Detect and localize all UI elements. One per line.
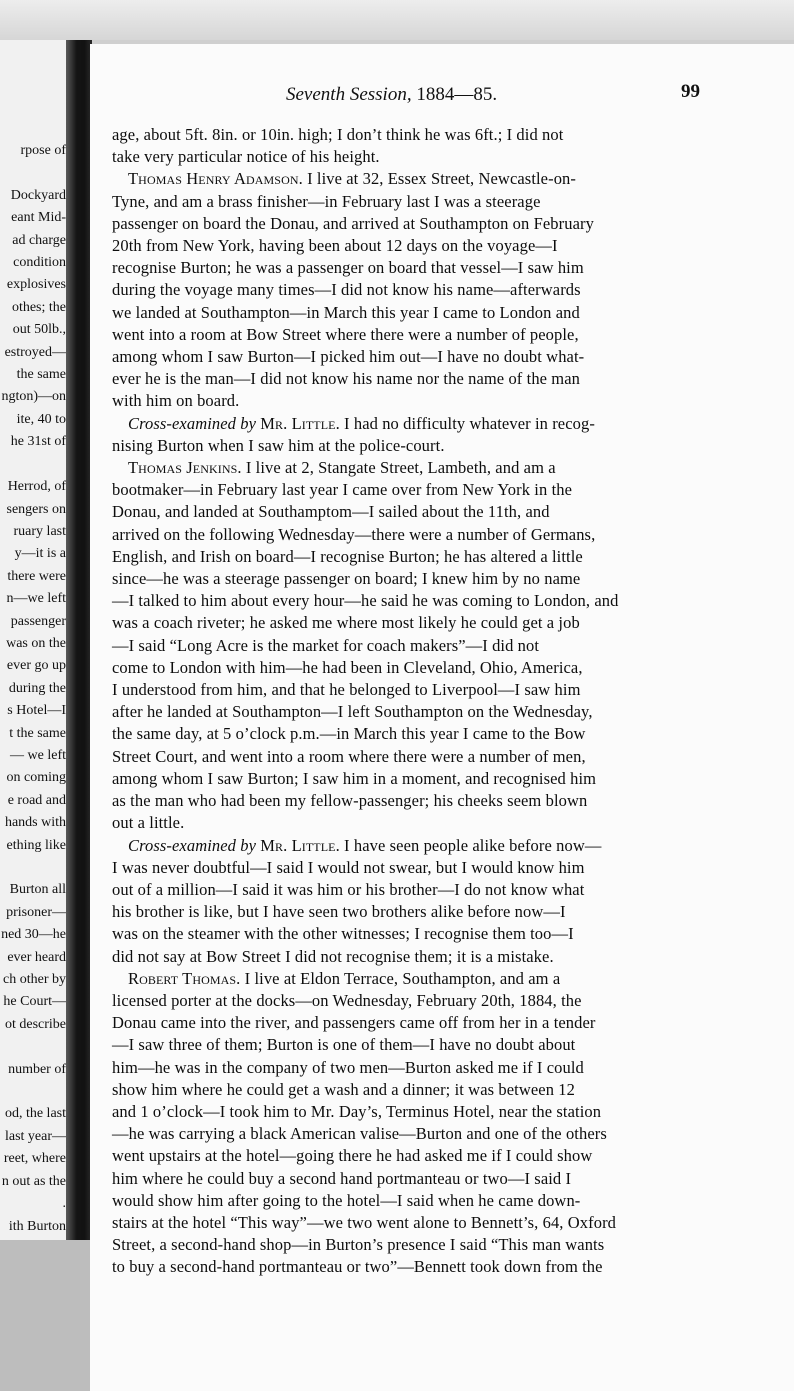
facing-page-line: y—it is a — [14, 546, 66, 562]
facing-page-line: prisoner— — [6, 904, 66, 920]
text-line: was on the steamer with the other witnesses; I recognise them too—I — [112, 924, 574, 944]
text-line: among whom I saw Burton—I picked him out—I have no doubt what- — [112, 347, 585, 367]
facing-page-line: last year— — [4, 1128, 66, 1144]
running-head-years: 1884—85. — [416, 84, 498, 105]
text-line: would show him after going to the hotel—I said when he came down- — [112, 1190, 581, 1210]
text-line: recognise Burton; he was a passenger on board that vessel—I saw him — [112, 258, 584, 278]
facing-page-line: passenger — [10, 613, 66, 629]
facing-page-line: ething like — [6, 837, 66, 853]
facing-page-line: he 31st of — [10, 434, 66, 450]
facing-page-line: ith Burton — [8, 1218, 66, 1234]
facing-page-line: n out as the — [1, 1173, 66, 1189]
facing-page-line: the same — [16, 367, 66, 383]
facing-page-line — [0, 1036, 66, 1058]
facing-page-line: ot describe — [4, 1016, 66, 1032]
facing-page-line — [0, 1081, 66, 1103]
book-gutter — [66, 40, 92, 1250]
facing-page-line: there were — [7, 568, 66, 584]
facing-page-line: sengers on — [6, 501, 66, 517]
facing-page-line: he Court— — [3, 994, 66, 1010]
facing-page-line: ever heard — [7, 949, 66, 965]
facing-page-line: Herrod, of — [7, 479, 66, 495]
text-line: with him on board. — [112, 391, 240, 411]
page-99 — [90, 44, 794, 1391]
text-line: —I said “Long Acre is the market for coach makers”—I did not — [112, 635, 540, 655]
text-line: after he landed at Southampton—I left Southampton on the Wednesday, — [112, 702, 593, 722]
text-line: since—he was a steerage passenger on board; I knew him by no name — [112, 569, 581, 589]
text-span: I live at Eldon Terrace, Southampton, and am a — [240, 968, 561, 988]
text-line: him—he was in the company of two men—Burton asked me if I could — [112, 1057, 584, 1077]
facing-page-line: Dockyard — [10, 187, 66, 203]
text-line: Street, a second-hand shop—in Burton’s presence I said “This man wants — [112, 1235, 605, 1255]
facing-page-line: ever go up — [6, 658, 66, 674]
facing-page-line: ite, 40 to — [16, 411, 66, 427]
text-line: to buy a second-hand portmanteau or two”—Bennett took down from the — [112, 1257, 603, 1277]
text-line: English, and Irish on board—I recognise Burton; he has altered a little — [112, 546, 583, 566]
facing-page-line: out 50lb., — [12, 322, 66, 338]
witness-thomas-paragraph-start — [112, 968, 702, 990]
facing-page-line: othes; the — [11, 299, 66, 315]
facing-page-line: hands with — [4, 815, 66, 831]
witness-name: Robert Thomas. — [128, 968, 241, 988]
facing-page-line: ad charge — [12, 232, 66, 248]
facing-page-line: n—we left — [6, 591, 66, 607]
page-number: 99 — [681, 81, 700, 102]
text-line: during the voyage many times—I did not know his name—afterwards — [112, 280, 581, 300]
text-line: —I talked to him about every hour—he said he was coming to London, and — [112, 591, 619, 611]
text-line: and 1 o’clock—I took him to Mr. Day’s, Terminus Hotel, near the station — [112, 1101, 602, 1121]
cross-examination-start — [112, 835, 702, 857]
text-line: as the man who had been my fellow-passenger; his cheeks seem blown — [112, 791, 588, 811]
cross-examination-start — [112, 413, 702, 435]
facing-page-line — [0, 162, 66, 184]
running-head — [286, 84, 497, 106]
text-line: Tyne, and am a brass finisher—in February last I was a steerage — [112, 191, 541, 211]
text-line: out a little. — [112, 813, 185, 833]
facing-page-lines — [0, 140, 66, 1283]
text-line: show him where he could get a wash and a dinner; it was between 12 — [112, 1079, 575, 1099]
text-line: take very particular notice of his height. — [112, 147, 380, 167]
facing-page-line: od, the last — [4, 1106, 66, 1122]
text-line: nising Burton when I saw him at the police-court. — [112, 435, 445, 455]
text-line: come to London with him—he had been in Cleveland, Ohio, America, — [112, 657, 583, 677]
text-line: we landed at Southampton—in March this year I came to London and — [112, 302, 580, 322]
text-line: stairs at the hotel “This way”—we two went alone to Bennett’s, 64, Oxford — [112, 1212, 617, 1232]
text-span: I had no difficulty whatever in recog- — [339, 413, 595, 433]
facing-page-line: t the same — [9, 725, 66, 741]
text-line: was a coach riveter; he asked me where most likely he could get a job — [112, 613, 580, 633]
text-line: I was never doubtful—I said I would not swear, but I would know him — [112, 857, 585, 877]
text-line: licensed porter at the docks—on Wednesday, February 20th, 1884, the — [112, 990, 582, 1010]
facing-page-line: rpose of — [20, 143, 66, 158]
facing-page-line: condition — [13, 255, 66, 271]
cross-examined-label: Cross-examined by — [128, 413, 257, 433]
facing-page-line — [0, 454, 66, 476]
text-line: him where he could buy a second hand portmanteau or two—I said I — [112, 1168, 572, 1188]
transcript-body — [112, 124, 702, 1279]
facing-page-line: estroyed— — [4, 344, 66, 360]
text-line: did not say at Bow Street I did not recognise them; it is a mistake. — [112, 946, 554, 966]
text-line: Donau came into the river, and passengers came off from her in a tender — [112, 1013, 596, 1033]
scan-top-margin — [0, 0, 794, 40]
text-line: his brother is like, but I have seen two brothers alike before now—I — [112, 902, 566, 922]
text-line: Street Court, and went into a room where there were a number of men, — [112, 746, 586, 766]
facing-page-line: number of — [8, 1061, 66, 1077]
facing-page-line: Burton all — [9, 882, 66, 898]
text-span: I live at 32, Essex Street, Newcastle-on- — [302, 169, 576, 189]
facing-page-line: ned 30—he — [1, 927, 66, 943]
facing-page-line: ruary last — [13, 523, 66, 539]
text-line: age, about 5ft. 8in. or 10in. high; I don’t think he was 6ft.; I did not — [112, 125, 564, 144]
facing-page-line: . — [62, 1196, 66, 1212]
text-line: went upstairs at the hotel—going there he had asked me if I could show — [112, 1146, 593, 1166]
facing-page-line: e road and — [7, 792, 66, 808]
text-line: passenger on board the Donau, and arrived at Southampton on February — [112, 213, 594, 233]
text-line: out of a million—I said it was him or his brother—I do not know what — [112, 879, 585, 899]
witness-adamson-paragraph-start — [112, 168, 702, 190]
witness-name: Thomas Henry Adamson. — [128, 169, 303, 189]
text-line: bootmaker—in February last year I came over from New York in the — [112, 480, 573, 500]
facing-page-line: reet, where — [3, 1151, 66, 1167]
cross-examined-label: Cross-examined by — [128, 835, 257, 855]
witness-jenkins-paragraph-start — [112, 457, 702, 479]
facing-page-line: on coming — [6, 770, 66, 786]
text-line: —he was carrying a black American valise—Burton and one of the others — [112, 1124, 607, 1144]
running-head-title: Seventh Session, — [286, 84, 412, 105]
counsel-name: Mr. Little. — [256, 835, 340, 855]
facing-page-line — [0, 857, 66, 879]
text-line: 20th from New York, having been about 12 days on the voyage—I — [112, 236, 558, 256]
facing-page-fragment — [0, 40, 68, 1240]
facing-page-line: ngton)—on — [1, 389, 66, 405]
facing-page-line: was on the — [6, 635, 66, 651]
text-line: Donau, and landed at Southamptom—I sailed about the 11th, and — [112, 502, 550, 522]
facing-page-line: s Hotel—I — [7, 703, 66, 719]
text-line: —I saw three of them; Burton is one of them—I have no doubt about — [112, 1035, 576, 1055]
text-line: arrived on the following Wednesday—there were a number of Germans, — [112, 524, 596, 544]
facing-page-line: — we left — [10, 747, 66, 763]
text-line: ever he is the man—I did not know his name nor the name of the man — [112, 369, 581, 389]
scan-bottom-margin — [0, 1240, 90, 1391]
page-header — [90, 81, 794, 114]
counsel-name: Mr. Little. — [256, 413, 340, 433]
facing-page-line: during the — [8, 680, 66, 696]
text-line: I understood from him, and that he belonged to Liverpool—I saw him — [112, 680, 581, 700]
text-line: among whom I saw Burton; I saw him in a moment, and recognised him — [112, 768, 597, 788]
text-line: the same day, at 5 o’clock p.m.—in March this year I came to the Bow — [112, 724, 586, 744]
text-line: went into a room at Bow Street where there were a number of people, — [112, 324, 579, 344]
text-span: I live at 2, Stangate Street, Lambeth, and am a — [241, 458, 556, 478]
witness-name: Thomas Jenkins. — [128, 458, 242, 478]
facing-page-line: eant Mid- — [11, 210, 66, 226]
facing-page-line: explosives — [6, 277, 66, 293]
facing-page-line: ch other by — [3, 972, 66, 988]
text-span: I have seen people alike before now— — [339, 835, 602, 855]
